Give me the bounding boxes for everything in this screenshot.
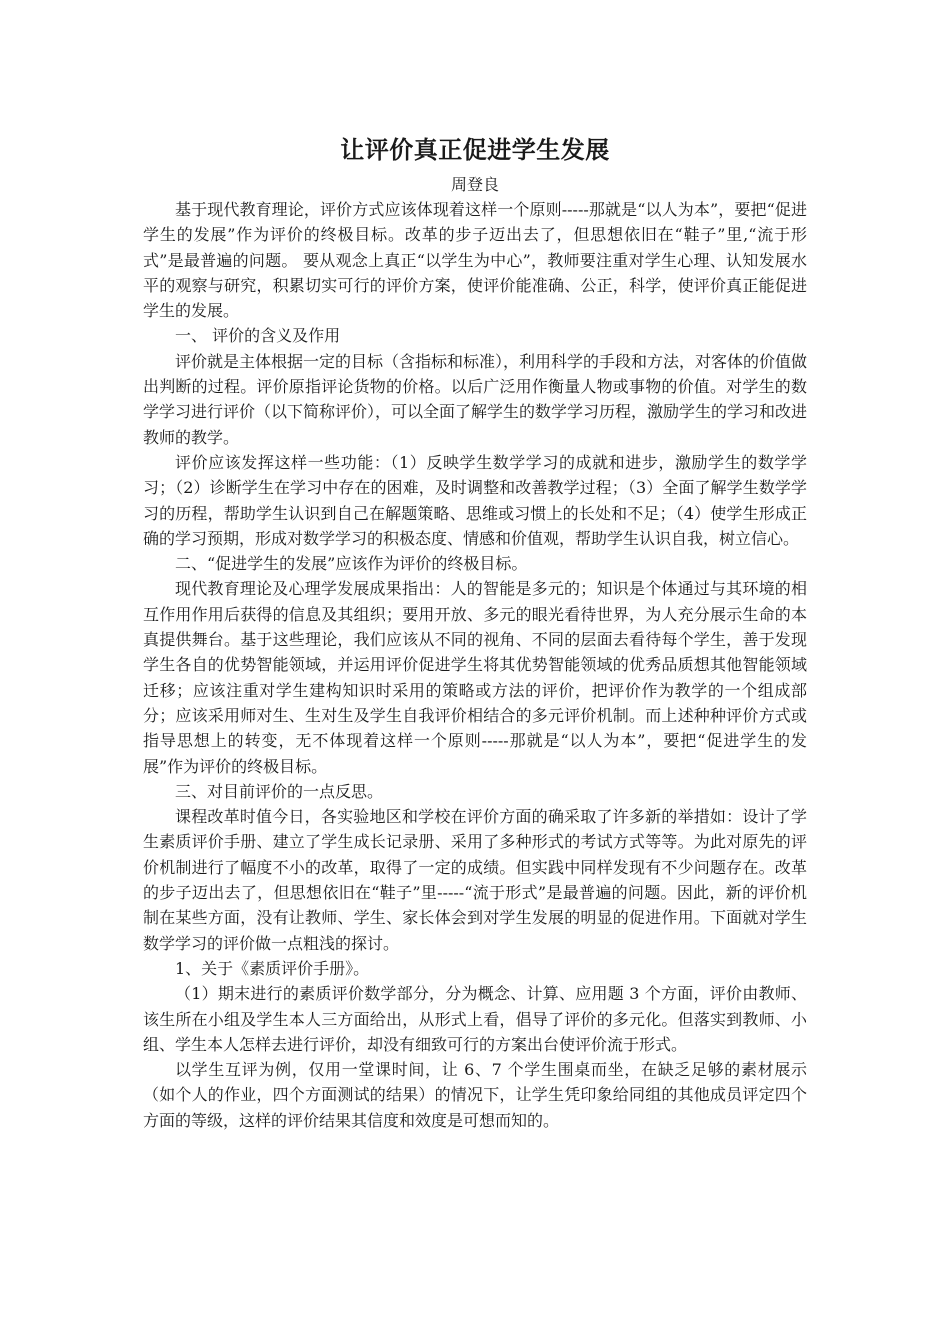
section-heading: 1、关于《素质评价手册》。 [175,958,370,978]
paragraph: （1）期末进行的素质评价数学部分，分为概念、计算、应用题 3 个方面，评价由教师、该生所在小组及学生本人三方面给出，从形式上看，倡导了评价的多元化。但落实到教师、小组、学生本人怎样去进行评价，却没有细致可行的方案出台使评价流于形式。 [143,984,807,1054]
section-heading: 一、 评价的含义及作用 [175,326,341,346]
author-name: 周登良 [450,175,499,194]
paragraph: 基于现代教育理论，评价方式应该体现着这样一个原则-----那就是“以人为本”，要把“促进学生的发展”作为评价的终极目标。改革的步子迈出去了，但思想依旧在“鞋子”里,“流于形式”是最普遍的问题。 要从观念上真正“以学生为中心”，教师要注重对学生心理、认知发展水平的观察与研究，积累切实可行的评价方案，使评价能准确、公正，科学，使评价真正能促进学生的发展。 [143,200,807,321]
paragraph: 评价就是主体根据一定的目标（含指标和标准），利用科学的手段和方法，对客体的价值做出判断的过程。评价原指评论货物的价格。以后广泛用作衡量人物或事物的价值。对学生的数学学习进行评价（以下简称评价），可以全面了解学生的数学学习历程，激励学生的学习和改进教师的教学。 [143,351,808,447]
paragraph: 现代教育理论及心理学发展成果指出：人的智能是多元的；知识是个体通过与其环境的相互作用作用后获得的信息及其组织；要用开放、多元的眼光看待世界，为人充分展示生命的本真提供舞台。基于这些理论，我们应该从不同的视角、不同的层面去看待每个学生，善于发现学生各自的优势智能领域，并运用评价促进学生将其优势智能领域的优秀品质想其他智能领域迁移；应该注重对学生建构知识时采用的策略或方法的评价，把评价作为教学的一个组成部分；应该采用师对生、生对生及学生自我评价相结合的多元评价机制。而上述种种评价方式或指导思想上的转变，无不体现着这样一个原则-----那就是“以人为本”，要把“促进学生的发展”作为评价的终极目标。 [143,579,807,776]
paragraph: 评价应该发挥这样一些功能：（1）反映学生数学学习的成就和进步，激励学生的数学学习；（2）诊断学生在学习中存在的困难，及时调整和改善教学过程；（3）全面了解学生数学学习的历程，帮助学生认识到自己在解题策略、思维或习惯上的长处和不足；（4）使学生形成正确的学习预期，形成对数学学习的积极态度、情感和价值观，帮助学生认识自我，树立信心。 [143,452,807,548]
paragraph: 以学生互评为例，仅用一堂课时间，让 6、7 个学生围桌而坐，在缺乏足够的素材展示（如个人的作业，四个方面测试的结果）的情况下，让学生凭印象给同组的其他成员评定四个方面的等级，这样的评价结果其信度和效度是可想而知的。 [143,1060,807,1130]
paragraph: 课程改革时值今日，各实验地区和学校在评价方面的确采取了许多新的举措如：设计了学生素质评价手册、建立了学生成长记录册、采用了多种形式的考试方式等等。为此对原先的评价机制进行了幅度不小的改革，取得了一定的成绩。但实践中同样发现有不少问题存在。改革的步子迈出去了，但思想依旧在“鞋子”里-----“流于形式”是最普遍的问题。因此，新的评价机制在某些方面，没有让教师、学生、家长体会到对学生发展的明显的促进作用。下面就对学生数学学习的评价做一点粗浅的探讨。 [143,807,807,953]
section-heading: 二、“促进学生的发展”应该作为评价的终极目标。 [175,554,528,574]
document-title: 让评价真正促进学生发展 [340,136,610,164]
document-body [143,197,807,1133]
section-heading: 三、对目前评价的一点反思。 [175,781,384,801]
document-page [143,130,807,1133]
